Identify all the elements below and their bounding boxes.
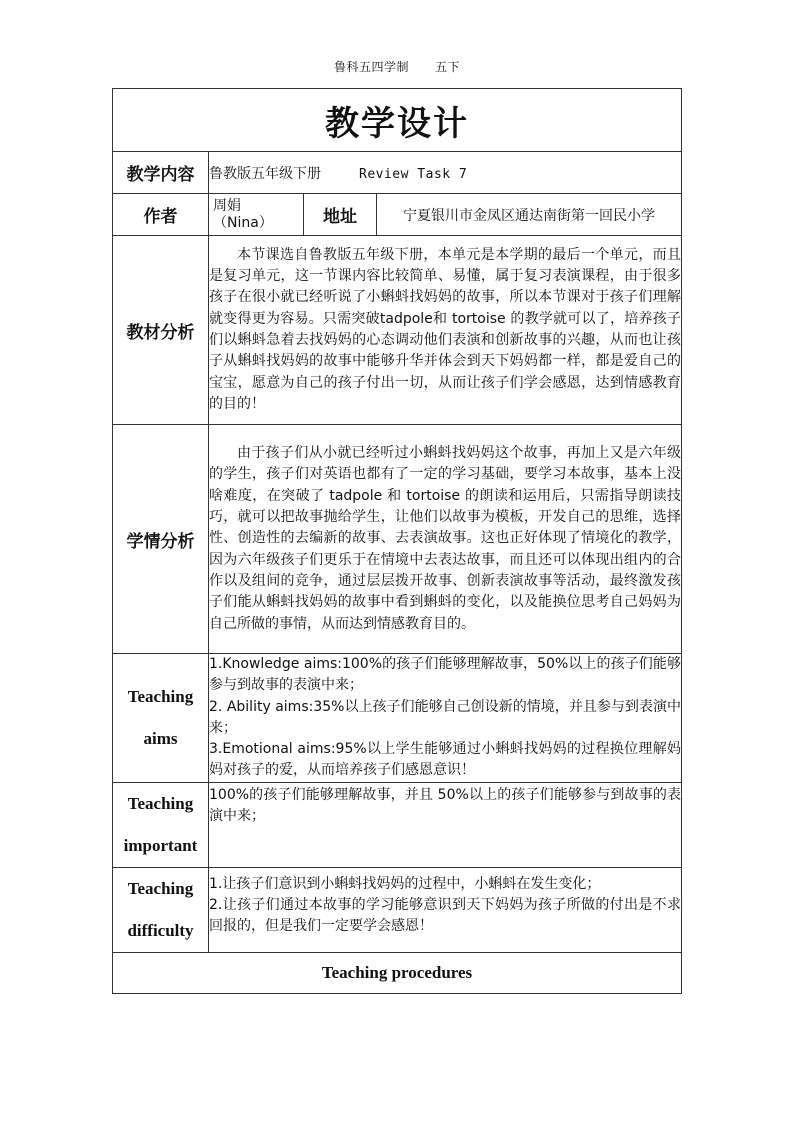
difficulty-item-1: 1.让孩子们意识到小蝌蚪找妈妈的过程中，小蝌蚪在发生变化； xyxy=(209,875,601,892)
teaching-content-row xyxy=(113,152,682,194)
author-label: 作者 xyxy=(113,194,209,236)
title-row xyxy=(113,89,682,152)
address-value: 宁夏银川市金凤区通达南街第一回民小学 xyxy=(377,194,682,236)
teaching-difficulty-label xyxy=(113,867,209,952)
teaching-aims-text xyxy=(209,654,682,783)
learner-analysis-row xyxy=(113,425,682,654)
teaching-aims-row xyxy=(113,654,682,783)
teaching-difficulty-text xyxy=(209,867,682,952)
author-value xyxy=(209,194,304,236)
teaching-difficulty-label-line1: Teaching xyxy=(127,878,194,898)
learner-analysis-text: 由于孩子们从小就已经听过小蝌蚪找妈妈这个故事，再加上又是六年级的学生，孩子们对英语也都有了一定的学习基础，要学习本故事，基本上没啥难度，在突破了 tadpole 和 tortoise 的朗读和运用后，只需指导朗读技巧，就可以把故事抛给学生，让他们以故事为模板，开发自己的思维，选择性、创造性的去编新的故事、去表演故事。这也正好体现了情境化的教学，因为六年级孩子们更乐于在情境中去表达故事，而且还可以体现出组内的合作以及组间的竞争，通过层层拨开故事、创新表演故事等活动，最终激发孩子们能从蝌蚪找妈妈的故事中看到蝌蚪的变化，以及能换位思考自己妈妈为自己所做的事情，从而达到情感教育目的。 xyxy=(209,425,682,654)
teaching-content-label: 教学内容 xyxy=(113,152,209,194)
lesson-plan-table xyxy=(112,88,682,994)
teaching-important-text: 100%的孩子们能够理解故事，并且 50%以上的孩子们能够参与到故事的表演中来； xyxy=(209,782,682,867)
grade-label: 五下 xyxy=(435,60,461,74)
task-name: Review Task 7 xyxy=(359,166,468,182)
emotional-aim: 3.Emotional aims:95%以上学生能够通过小蝌蚪找妈妈的过程换位理解妈妈对孩子的爱，从而培养孩子们感恩意识！ xyxy=(209,741,681,779)
author-name: 周娟 xyxy=(213,197,241,214)
teaching-important-label-line1: Teaching xyxy=(127,793,194,813)
teaching-difficulty-row xyxy=(113,867,682,952)
teaching-aims-label-line2: aims xyxy=(143,728,178,748)
difficulty-item-2: 2.让孩子们通过本故事的学习能够意识到天下妈妈为孩子所做的付出是不求回报的，但是我们一定要学会感恩！ xyxy=(209,897,681,935)
teaching-difficulty-label-line2: difficulty xyxy=(127,920,194,940)
address-label: 地址 xyxy=(304,194,377,236)
teaching-content-value xyxy=(209,152,682,194)
teaching-important-row xyxy=(113,782,682,867)
teaching-procedures-row xyxy=(113,952,682,993)
material-analysis-row xyxy=(113,236,682,425)
teaching-aims-label xyxy=(113,654,209,783)
edition-label: 鲁科五四学制 xyxy=(333,60,409,74)
knowledge-aim: 1.Knowledge aims:100%的孩子们能够理解故事，50%以上的孩子们能够参与到故事的表演中来； xyxy=(209,656,681,694)
teaching-important-label xyxy=(113,782,209,867)
teaching-procedures-heading: Teaching procedures xyxy=(113,952,682,993)
material-analysis-label: 教材分析 xyxy=(113,236,209,425)
teaching-aims-label-line1: Teaching xyxy=(127,686,194,706)
teaching-important-label-line2: important xyxy=(123,835,198,855)
learner-analysis-label: 学情分析 xyxy=(113,425,209,654)
material-analysis-text: 本节课选自鲁教版五年级下册，本单元是本学期的最后一个单元，而且是复习单元，这一节课内容比较简单、易懂，属于复习表演课程，由于很多孩子在很小就已经听说了小蝌蚪找妈妈的故事，所以本节课对于孩子们理解就变得更为容易。只需突破tadpole和 tortoise 的教学就可以了，培养孩子们以蝌蚪急着去找妈妈的心态调动他们表演和创新故事的兴趣，从而也让孩子从蝌蚪找妈妈的故事中能够升华并体会到天下妈妈都一样，都是爱自己的宝宝，愿意为自己的孩子付出一切，从而让孩子们学会感恩，达到情感教育的目的！ xyxy=(209,236,682,425)
document-title: 教学设计 xyxy=(113,89,682,152)
page-header xyxy=(0,58,794,75)
textbook-name: 鲁教版五年级下册 xyxy=(209,165,321,182)
author-row xyxy=(113,194,682,236)
ability-aim: 2. Ability aims:35%以上孩子们能够自己创设新的情境，并且参与到表演中来； xyxy=(209,698,681,736)
author-english-name: （Nina） xyxy=(213,214,273,231)
